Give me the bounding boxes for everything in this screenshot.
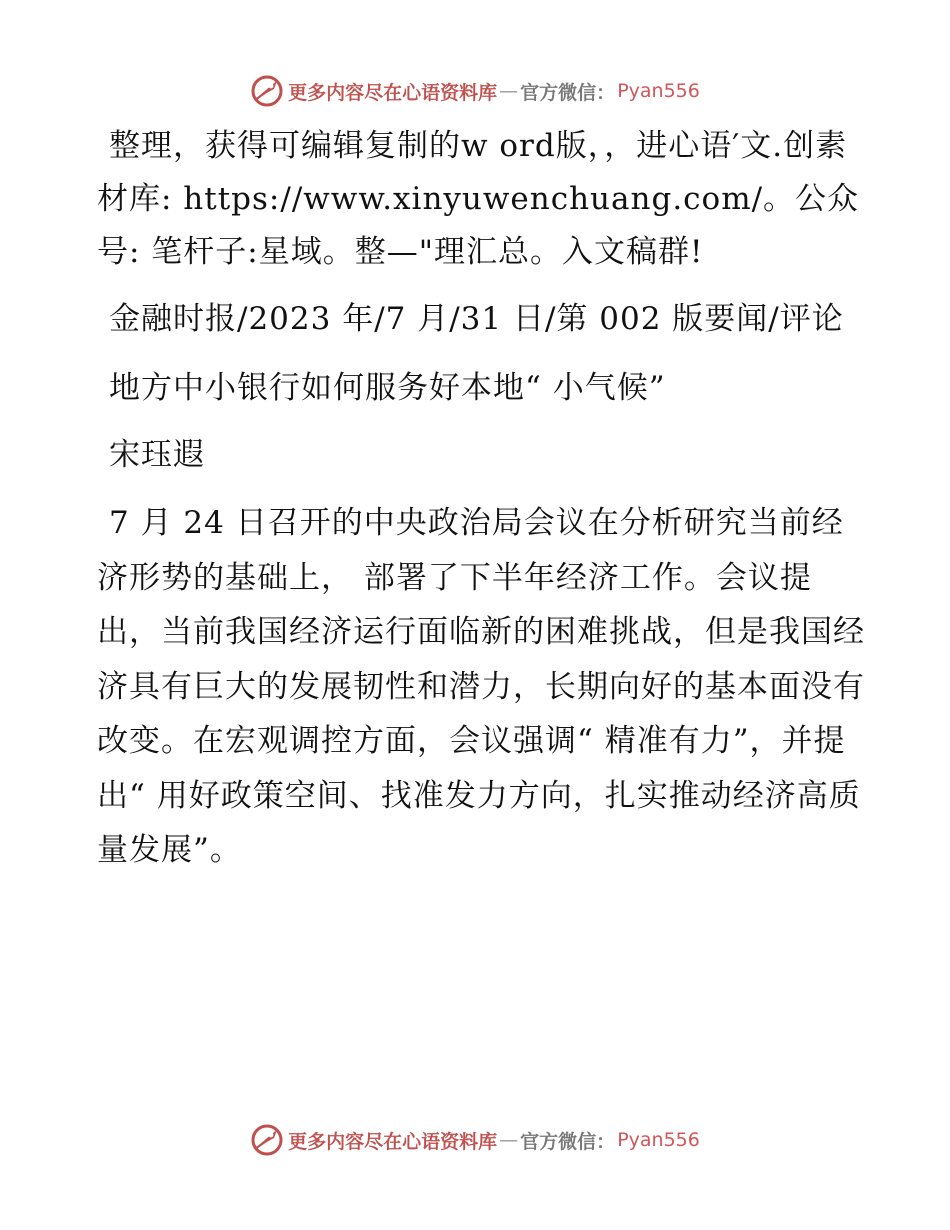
watermark-brand-text: 更多内容尽在心语资料库 (288, 81, 498, 104)
watermark-dash: — (499, 80, 519, 102)
watermark-dash: — (499, 1129, 519, 1151)
pen-nib-circle-icon (250, 74, 284, 108)
watermark-wechat-id: Pyan556 (617, 1129, 700, 1151)
watermark-official-label: 官方微信： (520, 1130, 616, 1153)
pen-nib-circle-icon (250, 1123, 284, 1157)
header-watermark (0, 71, 950, 111)
watermark-wechat-id: Pyan556 (617, 80, 700, 102)
watermark-official-label: 官方微信： (520, 81, 616, 104)
article-title: 地方中小银行如何服务好本地“ 小气候” (109, 370, 666, 406)
article-author: 宋珏遐 (109, 437, 205, 473)
watermark-brand-text: 更多内容尽在心语资料库 (288, 1130, 498, 1153)
footer-watermark (0, 1120, 950, 1160)
intro-paragraph: 整理，获得可编辑复制的w ord版，，进心语′文.创素材库: https://www.xinyuwenchuang.com/。公众号: 笔杆子:星域。整—"理汇总。入文稿群! (97, 128, 860, 270)
document-content (97, 120, 867, 892)
source-line: 金融时报/2023 年/7 月/31 日/第 002 版要闻/评论 (109, 301, 844, 337)
article-body: 7 月 24 日召开的中央政治局会议在分析研究当前经济形势的基础上， 部署了下半年经济工作。会议提出，当前我国经济运行面临新的困难挑战，但是我国经济具有巨大的发展韧性和潜力，长期向好的基本面没有改变。在宏观调控方面，会议强调“ 精准有力”，并提出“ 用好政策空间、找准发力方向，扎实推动经济高质量发展”。 (97, 505, 865, 868)
